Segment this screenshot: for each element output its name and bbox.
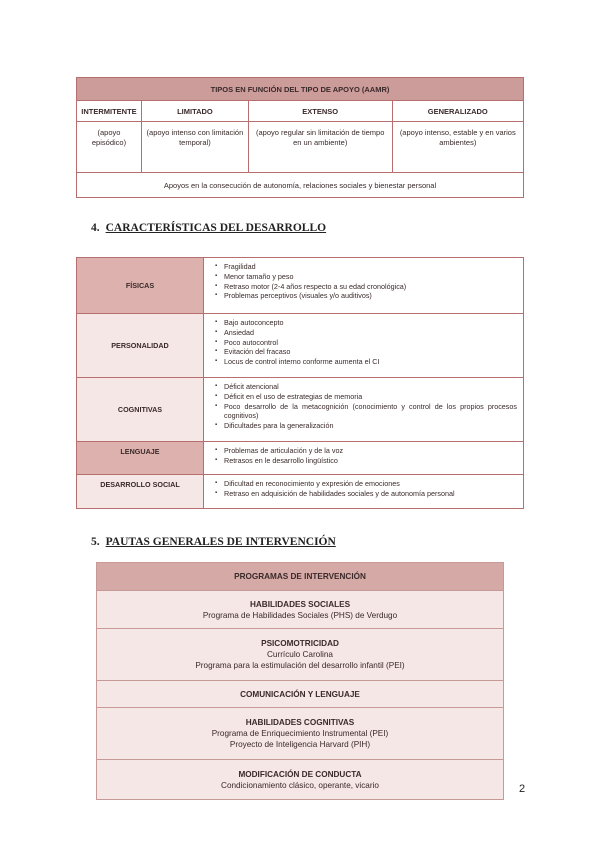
- support-table-footer: Apoyos en la consecución de autonomía, relaciones sociales y bienestar personal: [77, 173, 524, 198]
- program-line: Programa de Enriquecimiento Instrumental (PEI): [211, 729, 389, 738]
- dev-category-lenguaje: LENGUAJE: [77, 442, 204, 475]
- list-item: ▪ Problemas de articulación y de la voz: [224, 446, 517, 456]
- dev-items-cognitivas: [204, 378, 524, 442]
- support-col-generalizado: GENERALIZADO: [392, 101, 523, 122]
- list-item: ▪ Retraso motor (2-4 años respecto a su edad cronológica): [224, 282, 517, 292]
- dev-items-desarrollo-social: [204, 475, 524, 509]
- program-heading: COMUNICACIÓN Y LENGUAJE: [240, 689, 360, 699]
- section-4-number: 4.: [91, 222, 100, 234]
- section-4-heading: [91, 222, 326, 234]
- dev-items-fisicas: [204, 258, 524, 314]
- list-item: ▪ Dificultades para la generalización: [224, 421, 517, 431]
- program-modificacion-conducta: [97, 760, 504, 800]
- list-item: ▪ Dificultad en reconocimiento y expresión de emociones: [224, 479, 517, 489]
- program-comunicacion-lenguaje: [97, 681, 504, 708]
- support-desc-intermitente: (apoyo episódico): [77, 122, 142, 173]
- program-line: Currículo Carolina: [267, 650, 333, 659]
- list-item: ▪ Ansiedad: [224, 328, 517, 338]
- dev-category-fisicas: FÍSICAS: [77, 258, 204, 314]
- section-5-heading: [91, 536, 336, 548]
- list-item: ▪ Evitación del fracaso: [224, 347, 517, 357]
- section-4-title: CARACTERÍSTICAS DEL DESARROLLO: [105, 222, 327, 234]
- support-desc-generalizado: (apoyo intenso, estable y en varios ambientes): [392, 122, 523, 173]
- list-item: ▪ Poco autocontrol: [224, 338, 517, 348]
- list-item: ▪ Retraso en adquisición de habilidades sociales y de autonomía personal: [224, 489, 517, 499]
- programs-table: [96, 562, 504, 800]
- list-item: ▪ Poco desarrollo de la metacognición (conocimiento y control de los propios procesos cognitivos): [224, 402, 517, 422]
- section-5-title: PAUTAS GENERALES DE INTERVENCIÓN: [105, 536, 336, 548]
- list-item: ▪ Bajo autoconcepto: [224, 318, 517, 328]
- program-heading: HABILIDADES COGNITIVAS: [245, 718, 355, 727]
- dev-items-personalidad: [204, 314, 524, 378]
- list-item: ▪ Menor tamaño y peso: [224, 272, 517, 282]
- programs-table-title: PROGRAMAS DE INTERVENCIÓN: [97, 563, 504, 591]
- page-number: 2: [519, 783, 526, 795]
- list-item: ▪ Déficit atencional: [224, 382, 517, 392]
- program-line: Programa para la estimulación del desarrollo infantil (PEI): [195, 661, 405, 670]
- program-line: Proyecto de Inteligencia Harvard (PIH): [229, 740, 371, 749]
- program-line: Condicionamiento clásico, operante, vicario: [221, 780, 379, 790]
- list-item: ▪ Problemas perceptivos (visuales y/o auditivos): [224, 291, 517, 301]
- dev-category-personalidad: PERSONALIDAD: [77, 314, 204, 378]
- dev-category-desarrollo-social: DESARROLLO SOCIAL: [77, 475, 204, 509]
- support-types-table: [76, 77, 524, 198]
- program-psicomotricidad: [97, 629, 504, 681]
- support-col-limitado: LIMITADO: [141, 101, 248, 122]
- program-line: Programa de Habilidades Sociales (PHS) de Verdugo: [202, 610, 398, 620]
- dev-items-lenguaje: [204, 442, 524, 475]
- section-5-number: 5.: [91, 536, 100, 548]
- support-desc-extenso: (apoyo regular sin limitación de tiempo en un ambiente): [248, 122, 392, 173]
- program-habilidades-cognitivas: [97, 708, 504, 760]
- program-heading: HABILIDADES SOCIALES: [249, 599, 351, 609]
- list-item: ▪ Fragilidad: [224, 262, 517, 272]
- program-habilidades-sociales: [97, 591, 504, 629]
- support-col-intermitente: INTERMITENTE: [77, 101, 142, 122]
- development-table: [76, 257, 524, 509]
- list-item: ▪ Retrasos en le desarrollo lingüístico: [224, 456, 517, 466]
- list-item: ▪ Déficit en el uso de estrategias de memoria: [224, 392, 517, 402]
- support-table-title: TIPOS EN FUNCIÓN DEL TIPO DE APOYO (AAMR): [77, 78, 524, 101]
- list-item: ▪ Locus de control interno conforme aumenta el CI: [224, 357, 517, 367]
- program-heading: MODIFICACIÓN DE CONDUCTA: [238, 769, 362, 779]
- dev-category-cognitivas: COGNITIVAS: [77, 378, 204, 442]
- support-col-extenso: EXTENSO: [248, 101, 392, 122]
- program-heading: PSICOMOTRICIDAD: [261, 639, 339, 648]
- support-desc-limitado: (apoyo intenso con limitación temporal): [141, 122, 248, 173]
